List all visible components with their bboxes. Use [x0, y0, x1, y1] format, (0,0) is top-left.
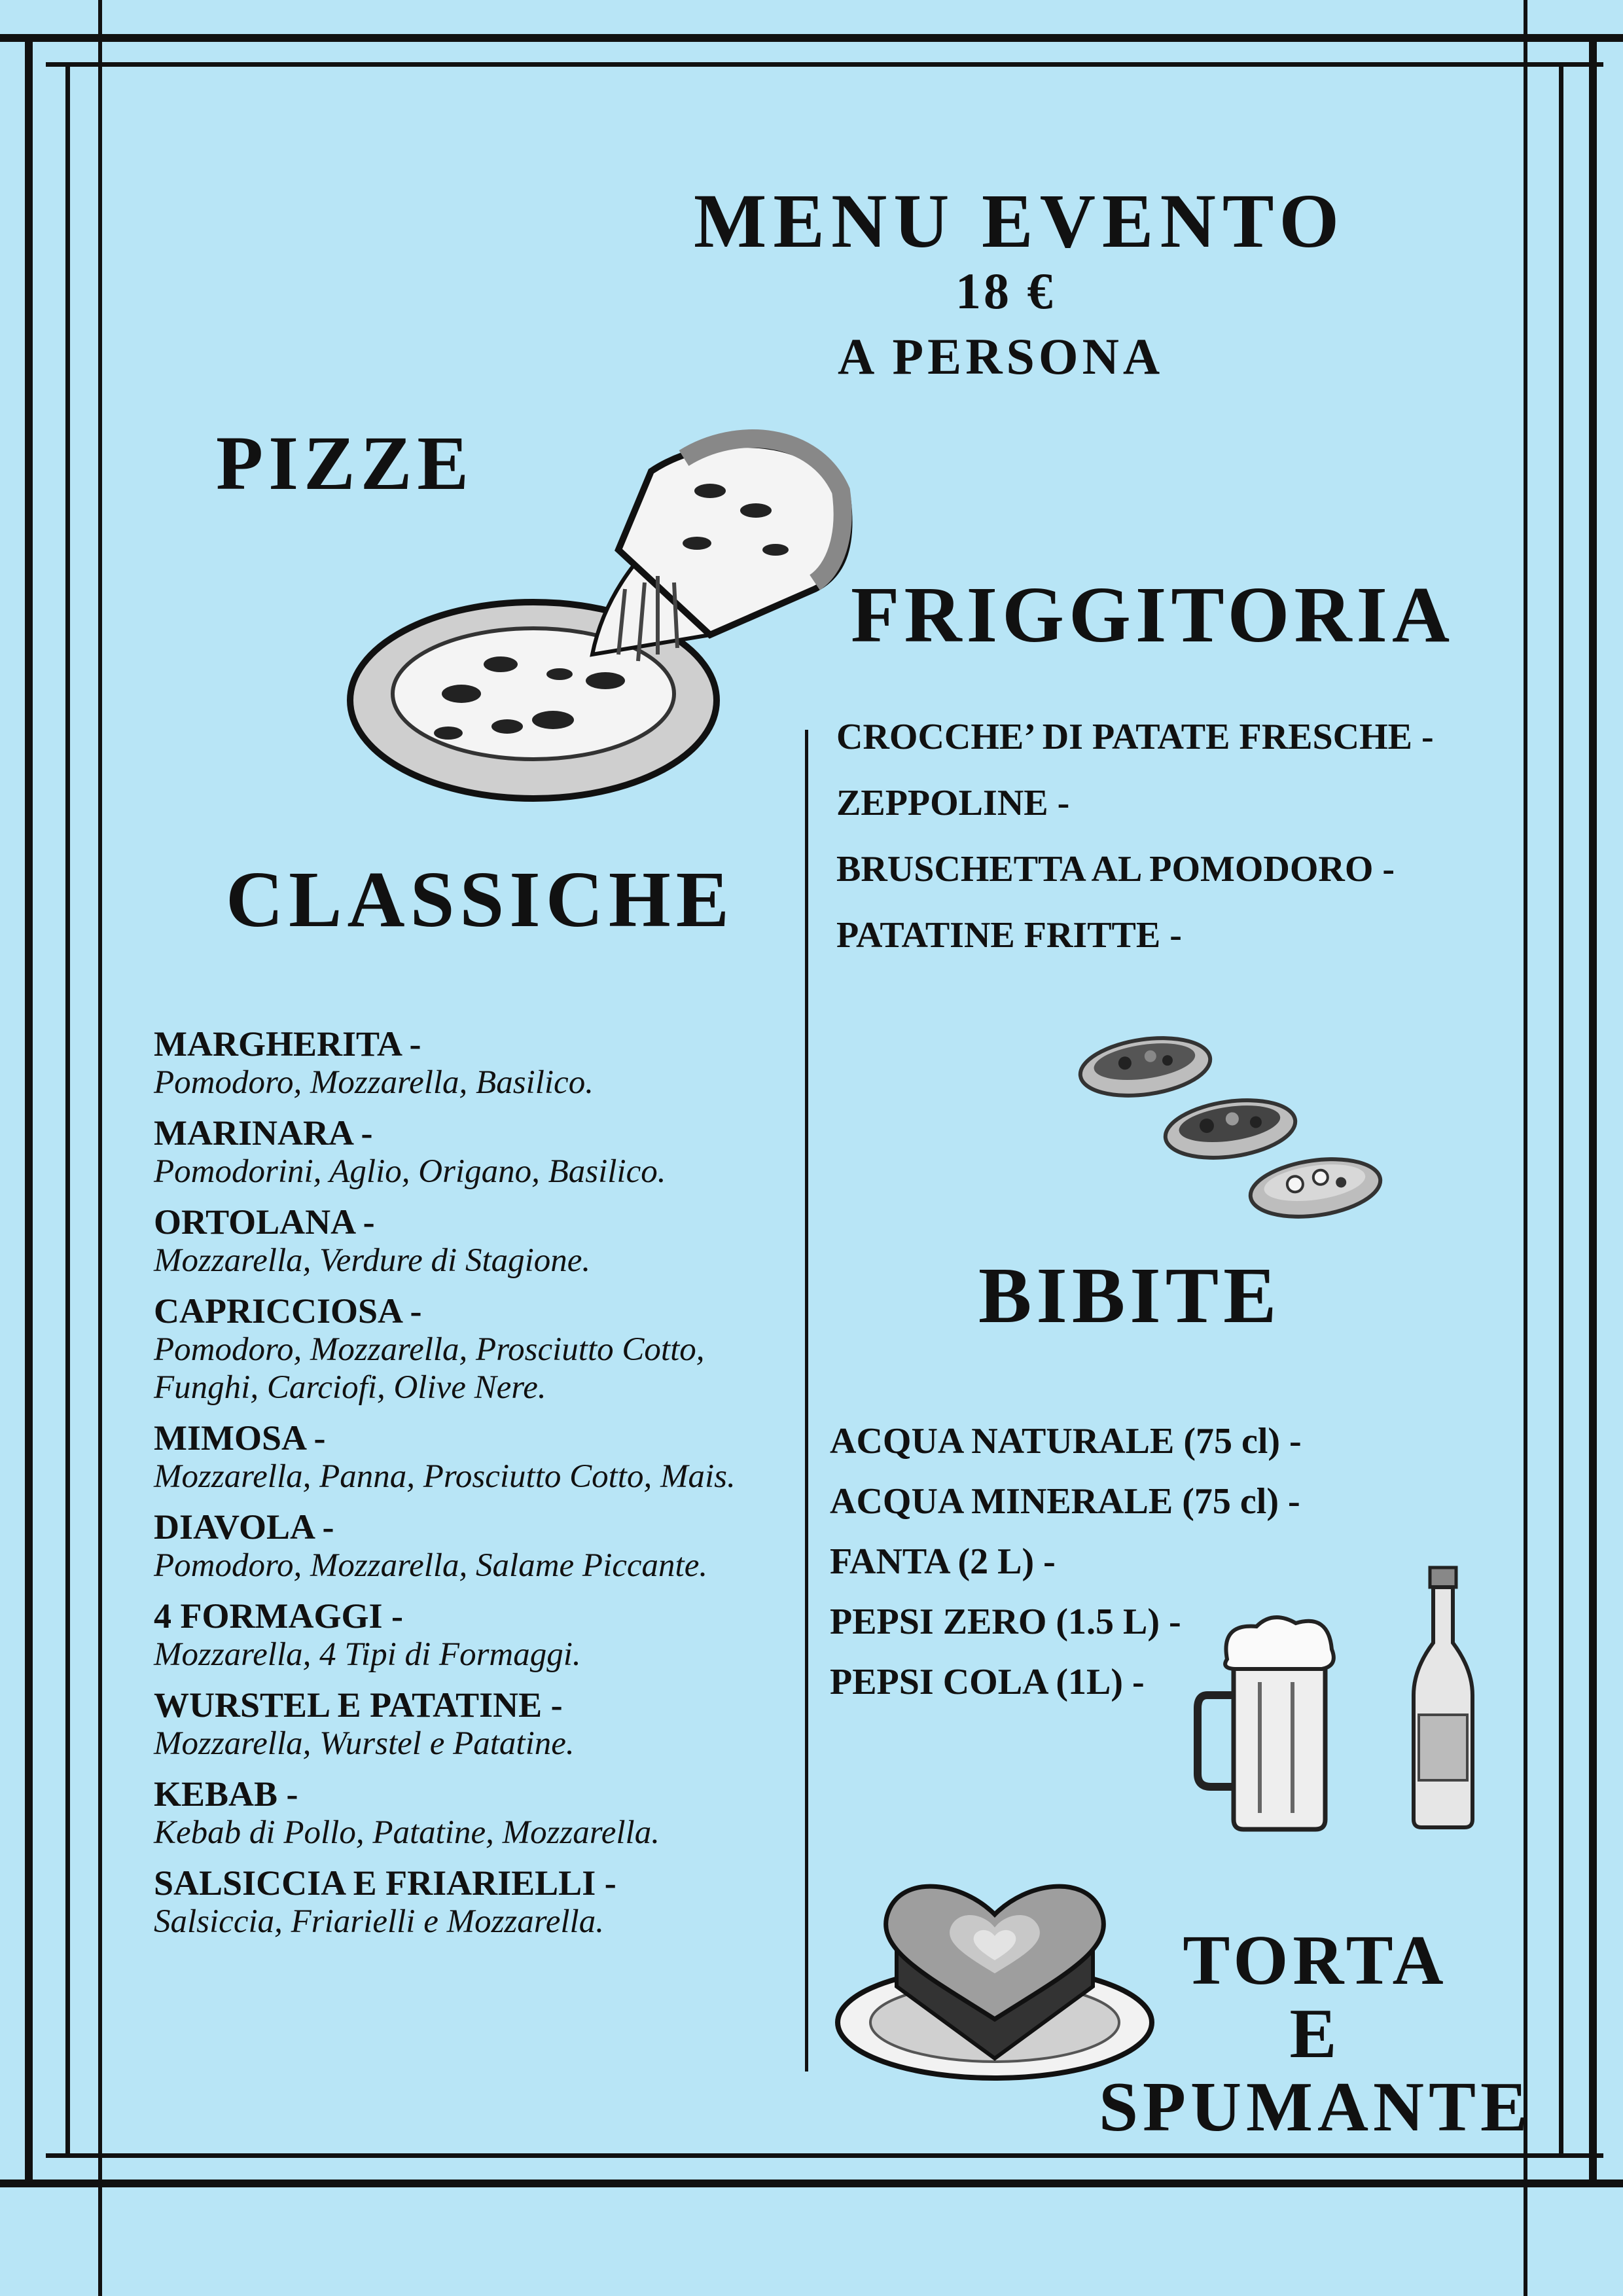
- dessert-title: [1086, 1924, 1544, 2144]
- pizza-name: 4 FORMAGGI -: [154, 1596, 403, 1636]
- pizze-heading: PIZZE: [216, 420, 474, 506]
- pizza-name: KEBAB -: [154, 1774, 298, 1814]
- list-item: ACQUA NATURALE (75 cl) -: [830, 1421, 1302, 1462]
- pizza-description: Pomodoro, Mozzarella, Basilico.: [154, 1064, 594, 1101]
- frame-long-left: [98, 0, 102, 2296]
- classiche-heading: CLASSICHE: [226, 855, 735, 944]
- list-item: ZEPPOLINE -: [836, 783, 1070, 823]
- frame-outer-top: [0, 34, 1623, 42]
- pizza-description: Kebab di Pollo, Patatine, Mozzarella.: [154, 1814, 660, 1851]
- list-item: ACQUA MINERALE (75 cl) -: [830, 1481, 1300, 1522]
- menu-per-person: A PERSONA: [838, 328, 1164, 385]
- pizza-name: MARINARA -: [154, 1113, 373, 1153]
- menu-title: MENU EVENTO: [694, 178, 1346, 264]
- list-item: PEPSI COLA (1L) -: [830, 1662, 1145, 1702]
- frame-inner-top: [46, 62, 1603, 67]
- friggitoria-list: [836, 713, 1434, 978]
- dessert-line3: SPUMANTE: [1098, 2068, 1533, 2146]
- dessert-line1: TORTA: [1183, 1922, 1448, 2000]
- pizza-description: Pomodoro, Mozzarella, Prosciutto Cotto, Funghi, Carciofi, Olive Nere.: [154, 1331, 705, 1406]
- pizza-list: [154, 1024, 808, 1952]
- pizza-description: Salsiccia, Friarielli e Mozzarella.: [154, 1903, 604, 1940]
- pizza-name: SALSICCIA E FRIARIELLI -: [154, 1863, 616, 1903]
- list-item: [154, 1774, 808, 1852]
- list-item: [154, 1507, 808, 1585]
- frame-inner-left: [65, 62, 70, 2158]
- frame-inner-right: [1559, 62, 1563, 2158]
- pizza-description: Mozzarella, Wurstel e Patatine.: [154, 1725, 575, 1762]
- pizza-name: ORTOLANA -: [154, 1202, 375, 1242]
- pizza-description: Mozzarella, 4 Tipi di Formaggi.: [154, 1636, 581, 1673]
- pizza-name: MIMOSA -: [154, 1418, 326, 1458]
- pizza-description: Pomodorini, Aglio, Origano, Basilico.: [154, 1153, 666, 1190]
- list-item: [154, 1685, 808, 1763]
- list-item: [154, 1024, 808, 1102]
- pizza-name: CAPRICCIOSA -: [154, 1291, 422, 1331]
- frame-outer-right: [1589, 34, 1597, 2187]
- bruschetta-icon: [1073, 1021, 1400, 1237]
- list-item: BRUSCHETTA AL POMODORO -: [836, 849, 1395, 889]
- list-item: PEPSI ZERO (1.5 L) -: [830, 1602, 1181, 1642]
- pizza-description: Pomodoro, Mozzarella, Salame Piccante.: [154, 1547, 708, 1584]
- list-item: [154, 1291, 808, 1407]
- friggitoria-heading: FRIGGITORIA: [851, 571, 1455, 659]
- beer-mug-icon: [1194, 1610, 1371, 1833]
- list-item: [154, 1202, 808, 1280]
- dessert-line2: E: [1289, 1995, 1342, 2073]
- pizza-description: Mozzarella, Panna, Prosciutto Cotto, Mais.: [154, 1458, 736, 1495]
- frame-inner-bottom: [46, 2153, 1603, 2158]
- list-item: FANTA (2 L) -: [830, 1541, 1056, 1582]
- menu-price: 18 €: [955, 262, 1056, 319]
- pizza-description: Mozzarella, Verdure di Stagione.: [154, 1242, 591, 1279]
- list-item: [154, 1113, 808, 1191]
- list-item: [154, 1596, 808, 1674]
- frame-outer-bottom: [0, 2179, 1623, 2187]
- list-item: [154, 1863, 808, 1941]
- bottle-icon: [1400, 1564, 1486, 1833]
- bibite-heading: BIBITE: [978, 1251, 1281, 1340]
- pizza-name: DIAVOLA -: [154, 1507, 334, 1547]
- list-item: [154, 1418, 808, 1496]
- list-item: CROCCHE’ DI PATATE FRESCHE -: [836, 717, 1434, 757]
- frame-outer-left: [25, 34, 33, 2187]
- pizza-name: WURSTEL E PATATINE -: [154, 1685, 563, 1725]
- pizza-name: MARGHERITA -: [154, 1024, 421, 1064]
- pizza-slice-icon: [344, 419, 867, 812]
- list-item: PATATINE FRITTE -: [836, 915, 1182, 956]
